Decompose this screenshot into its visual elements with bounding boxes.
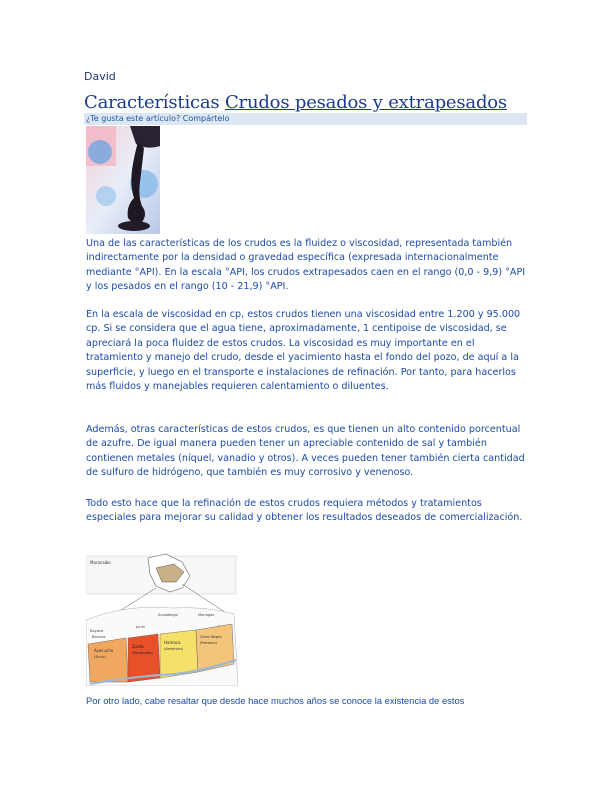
map-label-block5: Hamaca <box>164 640 181 645</box>
share-bar[interactable] <box>84 113 527 125</box>
map-label-block4: Zuata <box>132 644 144 649</box>
map-label-block3: Ayacucho <box>94 648 114 653</box>
map-label-block6: Cerro Negro <box>200 635 222 639</box>
paragraph-5: Por otro lado, cabe resaltar que desde hace muchos años se conoce la existencia de estos <box>86 695 465 706</box>
block-ayacucho <box>88 638 128 682</box>
paragraph-2: En la escala de viscosidad en cp, estos crudos tienen una viscosidad entre 1.200 y 95.000 cp. Si se considera que el agua tiene, aproximadamente, 1 centipoise de viscosidad, se apreciará la poca fluidez de estos crudos. La viscosidad es muy importante en el tratamiento y manejo del crudo, desde el yacimiento hasta el fondo del pozo, de aquí a la superficie, y luego en el transporte e instalaciones de refinación. Por tanto, para hacerlos más fluidos y manejables requieren calentamiento o diluentes. <box>86 309 521 393</box>
block-cerro-negro <box>196 624 234 672</box>
map-label-block6-sub: (Petrolera) <box>200 641 217 645</box>
map-label-block1: Boyacá <box>90 629 104 633</box>
author-name: David <box>84 70 116 83</box>
map-label-block3-sub: (Sinco) <box>94 655 106 659</box>
map-label-area1: Barinas <box>92 635 106 639</box>
paragraph-1: Una de las características de los crudos es la fluidez o viscosidad, representada también indirectamente por la densidad o gravedad específica (expresada internacionalmente mediante °API). En la escala °API, los crudos extrapesados caen en el rango (0,0 - 9,9) °API y los pesados en el rango (10 - 21,9) °API. <box>86 238 526 293</box>
map-label-block4-sub: (Petrozuata) <box>132 651 153 655</box>
article-title <box>84 92 507 113</box>
map-label-city: Maracaibo <box>90 560 111 565</box>
map-label-block5-sub: (Ameriven) <box>164 647 183 651</box>
map-label-area2: Anzoátegui <box>158 613 179 617</box>
oil-drop-photo <box>86 126 160 234</box>
map-label-block2: Junín <box>136 625 145 629</box>
orinoco-belt-map <box>86 548 238 686</box>
title-link[interactable]: Crudos pesados y extrapesados <box>224 92 507 113</box>
share-text[interactable]: ¿Te gusta este artículo? Compártelo <box>86 114 230 123</box>
paragraph-3: Además, otras características de estos crudos, es que tienen un alto contenido porcentual de azufre. De igual manera pueden tener un apreciable contenido de sal y también contienen metales (níquel, vanadio y otros). A veces pueden tener también cierta cantidad de sulfuro de hidrógeno, que también es muy corrosivo y venenoso. <box>86 424 525 479</box>
paragraph-4: Todo esto hace que la refinación de estos crudos requiera métodos y tratamientos especiales para mejorar su calidad y obtener los resultados deseados de comercialización. <box>86 498 523 524</box>
map-label-area3: Monagas <box>198 613 215 617</box>
title-prefix: Características <box>84 92 220 113</box>
